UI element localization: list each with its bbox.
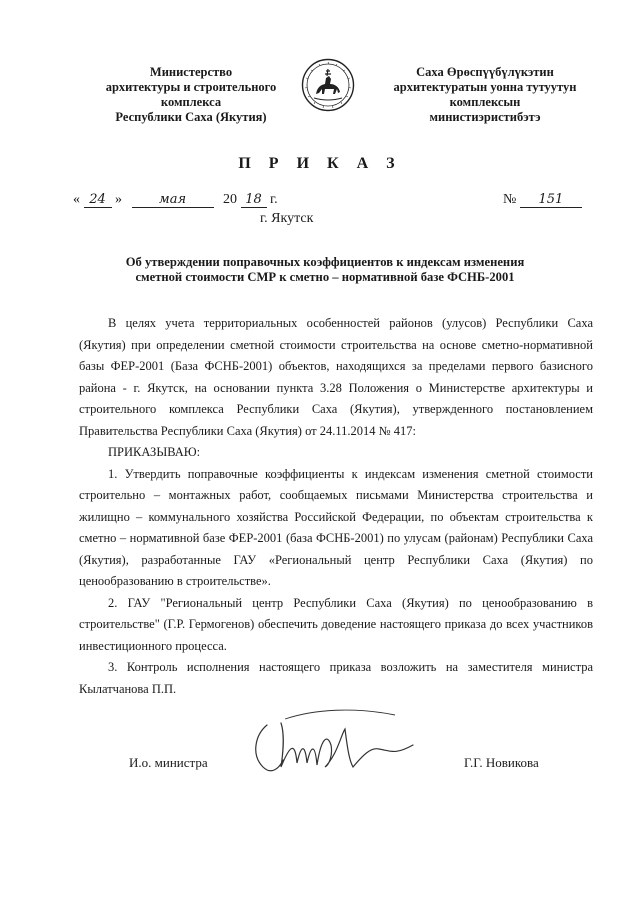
date-day: 24: [84, 193, 112, 208]
date-open-quote: «: [73, 192, 80, 207]
header-left-line: архитектуры и строительного: [105, 80, 277, 94]
signatory-title: И.о. министра: [129, 755, 208, 770]
ministry-name-yakut: [380, 65, 590, 125]
date-year-suffix: 18: [241, 193, 267, 208]
date-month: мая: [132, 193, 214, 208]
number-label: №: [503, 192, 517, 207]
order-date: [73, 192, 278, 208]
handwritten-signature-icon: [245, 705, 420, 785]
signatory-name: Г.Г. Новикова: [464, 755, 539, 770]
header-right-line: архитектуратын уонна тутуутун: [393, 80, 577, 94]
document-title: П Р И К А З: [238, 155, 402, 172]
coat-of-arms-emblem-icon: [301, 58, 355, 112]
order-item-3: 3. Контроль исполнения настоящего приказа возложить на заместителя министра Кылатчанова П.П.: [79, 660, 593, 696]
ministry-name-russian: [86, 65, 296, 125]
header-right-line: Саха Өрөспүүбүлүкэтин: [416, 65, 554, 79]
number-value: 151: [520, 193, 582, 208]
date-year-unit: г.: [270, 192, 278, 207]
header-right-line: министиэристибэтэ: [429, 110, 541, 124]
order-number: [503, 192, 582, 208]
header-right-line: комплексын: [449, 95, 521, 109]
order-body: [79, 313, 593, 700]
order-item-2: 2. ГАУ "Региональный центр Республики Саха (Якутия) по ценообразованию в строительстве" (Г.Р. Гермогенов) обеспечить доведение настоящего приказа до всех участников инвестиционного процесса.: [79, 595, 593, 653]
header-left-line: Министерство: [149, 65, 233, 79]
date-close-quote: »: [115, 192, 122, 207]
order-item-1: 1. Утвердить поправочные коэффициенты к индексам изменения сметной стоимости строительно – монтажных работ, сообщаемых письмами Министерства строительства и жилищно – коммунального хозяйства Российской Федерации, по объектам строительства к сметно – нормативной базе ФЕР-2001 (база ФСНБ-2001) по улусам (районам) Республики Саха (Якутия), разработанные ГАУ «Региональный центр Республики Саха (Якутия) по ценообразованию в строительстве».: [79, 466, 593, 588]
city: г. Якутск: [260, 211, 314, 226]
order-word: ПРИКАЗЫВАЮ:: [108, 445, 201, 459]
header-left-line: Республики Саха (Якутия): [115, 110, 267, 124]
date-year-prefix: 20: [223, 192, 237, 207]
order-subject: Об утверждении поправочных коэффициентов к индексам изменения сметной стоимости СМР к сметно – нормативной базе ФСНБ-2001: [125, 255, 525, 284]
preamble-paragraph: В целях учета территориальных особенностей районов (улусов) Республики Саха (Якутия) при определении сметной стоимости строительства на основе сметно-нормативной базы ФЕР-2001 (База ФСНБ-2001) объектов, находящихся за пределами первого базисного района - г. Якутск, на основании пункта 3.28 Положения о Министерстве архитектуры и строительного комплекса Республики Саха (Якутия), утвержденного постановлением Правительства Республики Саха (Якутия) от 24.11.2014 № 417:: [79, 316, 593, 438]
header-left-line: комплекса: [160, 95, 222, 109]
